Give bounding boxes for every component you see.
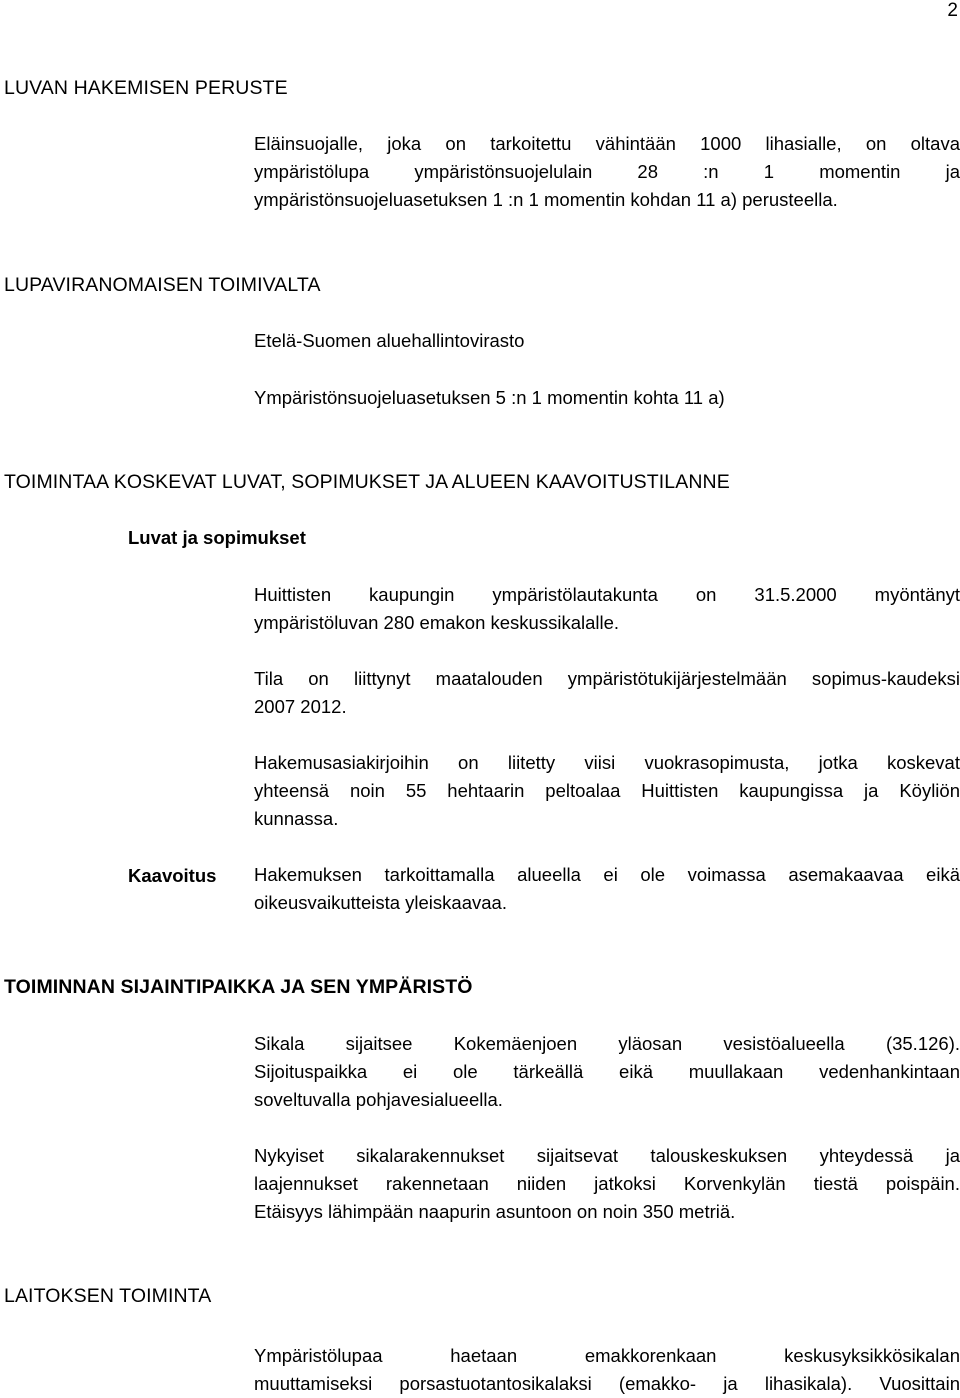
- text-line: ympäristölupa ympäristönsuojelulain 28 :n 1 momentin ja: [254, 161, 960, 182]
- text-line: kunnassa.: [254, 808, 339, 829]
- text-line: muuttamiseksi porsastuotantosikalaksi (emakko- ja lihasikala). Vuosittain: [254, 1373, 960, 1394]
- subheading-kaavoitus: Kaavoitus: [128, 865, 217, 886]
- text-line: Nykyiset sikalarakennukset sijaitsevat talouskeskuksen yhteydessä ja: [254, 1145, 960, 1166]
- section-heading-laitoksen-toiminta: LAITOKSEN TOIMINTA: [4, 1285, 212, 1307]
- paragraph-ymparistotuki: [254, 665, 960, 721]
- text-line: 2007 2012.: [254, 696, 347, 717]
- text-line: Tila on liittynyt maatalouden ympäristötukijärjestelmään sopimus-kaudeksi: [254, 668, 960, 689]
- text-line: ympäristöluvan 280 emakon keskussikalalle.: [254, 612, 620, 633]
- paragraph-vesistoalue: [254, 1030, 960, 1114]
- paragraph-luvan-hakemisen-peruste: [254, 130, 960, 214]
- section-heading-luvan-hakemisen-peruste: LUVAN HAKEMISEN PERUSTE: [4, 77, 288, 99]
- paragraph-kaavoitus: [254, 861, 960, 917]
- authority-text: Etelä-Suomen aluehallintovirasto: [254, 330, 525, 351]
- text-line: soveltuvalla pohjavesialueella.: [254, 1089, 503, 1110]
- section-heading-luvat-sopimukset-kaavoitus: TOIMINTAA KOSKEVAT LUVAT, SOPIMUKSET JA ALUEEN KAAVOITUSTILANNE: [4, 471, 730, 493]
- text-line: yhteensä noin 55 hehtaarin peltoalaa Huittisten kaupungissa ja Köyliön: [254, 780, 960, 801]
- text-line: oikeusvaikutteista yleiskaavaa.: [254, 892, 507, 913]
- paragraph-laitoksen-toiminta: [254, 1342, 960, 1398]
- page-number: 2: [947, 0, 958, 21]
- text-line: Hakemusasiakirjoihin on liitetty viisi vuokrasopimusta, jotka koskevat: [254, 752, 960, 773]
- section-heading-lupaviranomaisen-toimivalta: LUPAVIRANOMAISEN TOIMIVALTA: [4, 274, 321, 296]
- subheading-luvat-ja-sopimukset: Luvat ja sopimukset: [128, 527, 306, 548]
- paragraph-ymparistolupa-2000: [254, 581, 960, 637]
- text-line: ympäristönsuojeluasetuksen 1 :n 1 momentin kohdan 11 a) perusteella.: [254, 189, 838, 210]
- paragraph-vuokrasopimukset: [254, 749, 960, 833]
- paragraph-sikalarakennukset: [254, 1142, 960, 1226]
- legal-basis-text: Ympäristönsuojeluasetuksen 5 :n 1 momentin kohta 11 a): [254, 387, 725, 408]
- text-line: laajennukset rakennetaan niiden jatkoksi Korvenkylän tiestä poispäin.: [254, 1173, 960, 1194]
- text-line: Etäisyys lähimpään naapurin asuntoon on noin 350 metriä.: [254, 1201, 736, 1222]
- section-heading-sijaintipaikka: TOIMINNAN SIJAINTIPAIKKA JA SEN YMPÄRISTÖ: [4, 976, 473, 998]
- text-line: Ympäristölupaa haetaan emakkorenkaan keskusyksikkösikalan: [254, 1345, 960, 1366]
- text-line: Sijoituspaikka ei ole tärkeällä eikä muullakaan vedenhankintaan: [254, 1061, 960, 1082]
- text-line: Sikala sijaitsee Kokemäenjoen yläosan vesistöalueella (35.126).: [254, 1033, 960, 1054]
- text-line: Huittisten kaupungin ympäristölautakunta on 31.5.2000 myöntänyt: [254, 584, 960, 605]
- text-line: Hakemuksen tarkoittamalla alueella ei ole voimassa asemakaavaa eikä: [254, 864, 960, 885]
- text-line: Eläinsuojalle, joka on tarkoitettu vähintään 1000 lihasialle, on oltava: [254, 133, 960, 154]
